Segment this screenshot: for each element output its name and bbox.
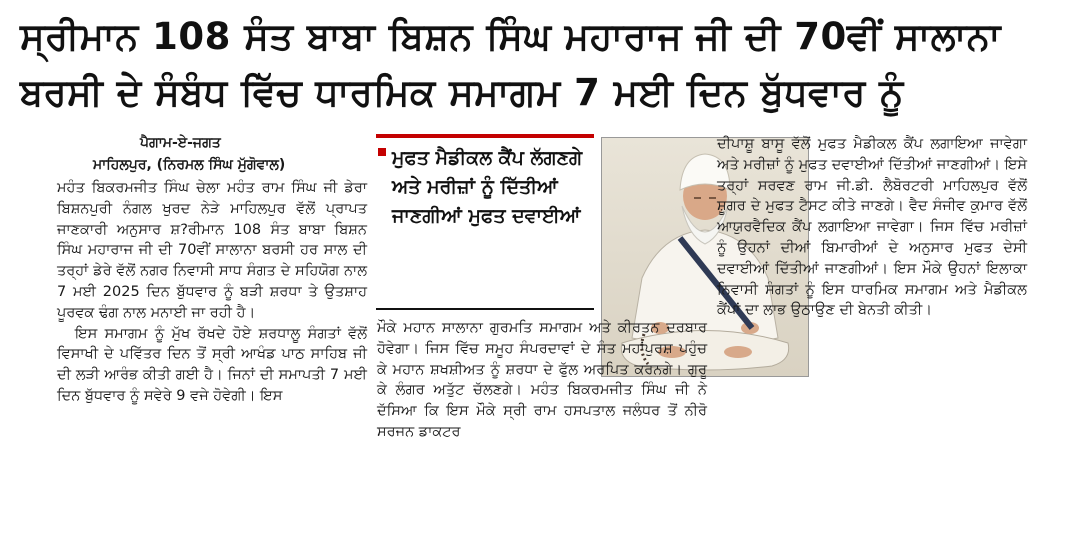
headline-line-2: ਬਰਸੀ ਦੇ ਸੰਬੰਧ ਵਿੱਚ ਧਾਰਮਿਕ ਸਮਾਗਮ 7 ਮਈ ਦਿਨ ਬੁੱਧਵਾਰ ਨੂੰ [20,71,904,114]
article-column-2 [377,318,707,443]
article-column-3 [717,134,1027,321]
article-paragraph: ਦੀਪਾਸ਼ੂ ਬਾਸੂ ਵੱਲੋਂ ਮੁਫਤ ਮੈਡੀਕਲ ਕੈਂਪ ਲਗਾਇਆ ਜਾਵੇਗਾ ਅਤੇ ਮਰੀਜ਼ਾਂ ਨੂੰ ਮੁਫਤ ਦਵਾਈਆਂ ਦਿੱਤੀਆਂ ਜਾਣਗੀਆਂ। ਇਸੇ ਤਰ੍ਹਾਂ ਸਰਵਣ ਰਾਮ ਜੀ.ਡੀ. ਲੈਬੋਰਟਰੀ ਮਾਹਿਲਪੁਰ ਵੱਲੋਂ ਸ਼ੂਗਰ ਦੇ ਮੁਫਤ ਟੈਸਟ ਕੀਤੇ ਜਾਣਗੇ। ਵੈਦ ਸੰਜੀਵ ਕੁਮਾਰ ਵੱਲੋਂ ਆਯੁਰਵੈਦਿਕ ਕੈਂਪ ਲਗਾਇਆ ਜਾਵੇਗਾ। ਜਿਸ ਵਿੱਚ ਮਰੀਜ਼ਾਂ ਨੂੰ ਉਹਨਾਂ ਦੀਆਂ ਬਿਮਾਰੀਆਂ ਦੇ ਅਨੁਸਾਰ ਮੁਫਤ ਦੇਸੀ ਦਵਾਈਆਂ ਦਿੱਤੀਆਂ ਜਾਣਗੀਆਂ। ਇਸ ਮੌਕੇ ਉਹਨਾਂ ਇਲਾਕਾ ਨਿਵਾਸੀ ਸੰਗਤਾਂ ਨੂੰ ਇਸ ਧਾਰਮਿਕ ਸਮਾਗਮ ਅਤੇ ਮੈਡੀਕਲ ਕੈਂਪਾਂ ਦਾ ਲਾਭ ਉਠਾਉਣ ਦੀ ਬੇਨਤੀ ਕੀਤੀ। [717,136,1027,319]
callout-bullet [378,148,386,156]
byline-source: ਪੈਗਾਮ-ਏ-ਜਗਤ [140,135,221,151]
callout-text: ਮੁਫਤ ਮੈਡੀਕਲ ਕੈਂਪ ਲੱਗਣਗੇ ਅਤੇ ਮਰੀਜ਼ਾਂ ਨੂੰ ਦਿੱਤੀਆਂ ਜਾਣਗੀਆਂ ਮੁਫਤ ਦਵਾਈਆਂ [392,147,583,227]
callout-bottom-rule [376,308,594,310]
article-paragraph: ਮਹੰਤ ਬਿਕਰਮਜੀਤ ਸਿੰਘ ਚੇਲਾ ਮਹੰਤ ਰਾਮ ਸਿੰਘ ਜੀ ਡੇਰਾ ਬਿਸ਼ਨਪੁਰੀ ਨੰਗਲ ਖੁਰਦ ਨੇੜੇ ਮਾਹਿਲਪੁਰ ਵੱਲੋਂ ਪ੍ਰਾਪਤ ਜਾਣਕਾਰੀ ਅਨੁਸਾਰ ਸ਼?ਰੀਮਾਨ 108 ਸੰਤ ਬਾਬਾ ਬਿਸ਼ਨ ਸਿੰਘ ਮਹਾਰਾਜ ਜੀ ਦੀ 70ਵੀਂ ਸਾਲਾਨਾ ਬਰਸੀ ਹਰ ਸਾਲ ਦੀ ਤਰ੍ਹਾਂ ਡੇਰੇ ਵੱਲੋਂ ਨਗਰ ਨਿਵਾਸੀ ਸਾਧ ਸੰਗਤ ਦੇ ਸਹਿਯੋਗ ਨਾਲ 7 ਮਈ 2025 ਦਿਨ ਬੁੱਧਵਾਰ ਨੂੰ ਬੜੀ ਸ਼ਰਧਾ ਤੇ ਉਤਸ਼ਾਹ ਪੂਰਵਕ ਢੰਗ ਨਾਲ ਮਨਾਈ ਜਾ ਰਹੀ ਹੈ। [57,180,367,321]
article-column-1 [57,178,367,407]
highlight-callout [376,134,594,310]
headline-line-1: ਸ੍ਰੀਮਾਨ 108 ਸੰਤ ਬਾਬਾ ਬਿਸ਼ਨ ਸਿੰਘ ਮਹਾਰਾਜ ਜੀ ਦੀ 70ਵੀਂ ਸਾਲਾਨਾ [20,15,1001,58]
callout-top-bar [376,134,594,138]
byline-place: ਮਾਹਿਲਪੁਰ, (ਨਿਰਮਲ ਸਿੰਘ ਮੁੱਗੋਵਾਲ) [93,157,286,173]
article-paragraph: ਇਸ ਸਮਾਗਮ ਨੂੰ ਮੁੱਖ ਰੱਖਦੇ ਹੋਏ ਸ਼ਰਧਾਲੂ ਸੰਗਤਾਂ ਵੱਲੋਂ ਵਿਸਾਖੀ ਦੇ ਪਵਿੱਤਰ ਦਿਨ ਤੋਂ ਸ੍ਰੀ ਆਖੰਡ ਪਾਠ ਸਾਹਿਬ ਜੀ ਦੀ ਲੜੀ ਆਰੰਭ ਕੀਤੀ ਗਈ ਹੈ। ਜਿਨਾਂ ਦੀ ਸਮਾਪਤੀ 7 ਮਈ ਦਿਨ ਬੁੱਧਵਾਰ ਨੂੰ ਸਵੇਰੇ 9 ਵਜੇ ਹੋਵੇਗੀ। ਇਸ [57,325,367,404]
article-paragraph: ਮੌਕੇ ਮਹਾਨ ਸਾਲਾਨਾ ਗੁਰਮਤਿ ਸਮਾਗਮ ਅਤੇ ਕੀਰਤਨ ਦਰਬਾਰ ਹੋਵੇਗਾ। ਜਿਸ ਵਿੱਚ ਸਮੂਹ ਸੰਪਰਦਾਵਾਂ ਦੇ ਸੰਤ ਮਹਾਂਪੁਰਸ਼ ਪਹੁੰਚ ਕੇ ਮਹਾਨ ਸ਼ਖਸ਼ੀਅਤ ਨੂੰ ਸ਼ਰਧਾ ਦੇ ਫੁੱਲ ਅਰਪਿਤ ਕਰਨਗੇ। ਗੁਰੂ ਕੇ ਲੰਗਰ ਅਤੁੱਟ ਚੱਲਣਗੇ। ਮਹੰਤ ਬਿਕਰਮਜੀਤ ਸਿੰਘ ਜੀ ਨੇ ਦੱਸਿਆ ਕਿ ਇਸ ਮੌਕੇ ਸ੍ਰੀ ਰਾਮ ਹਸਪਤਾਲ ਜਲੰਧਰ ਤੋਂ ਨੀਰੋ ਸਰਜਨ ਡਾਕਟਰ [377,320,707,440]
